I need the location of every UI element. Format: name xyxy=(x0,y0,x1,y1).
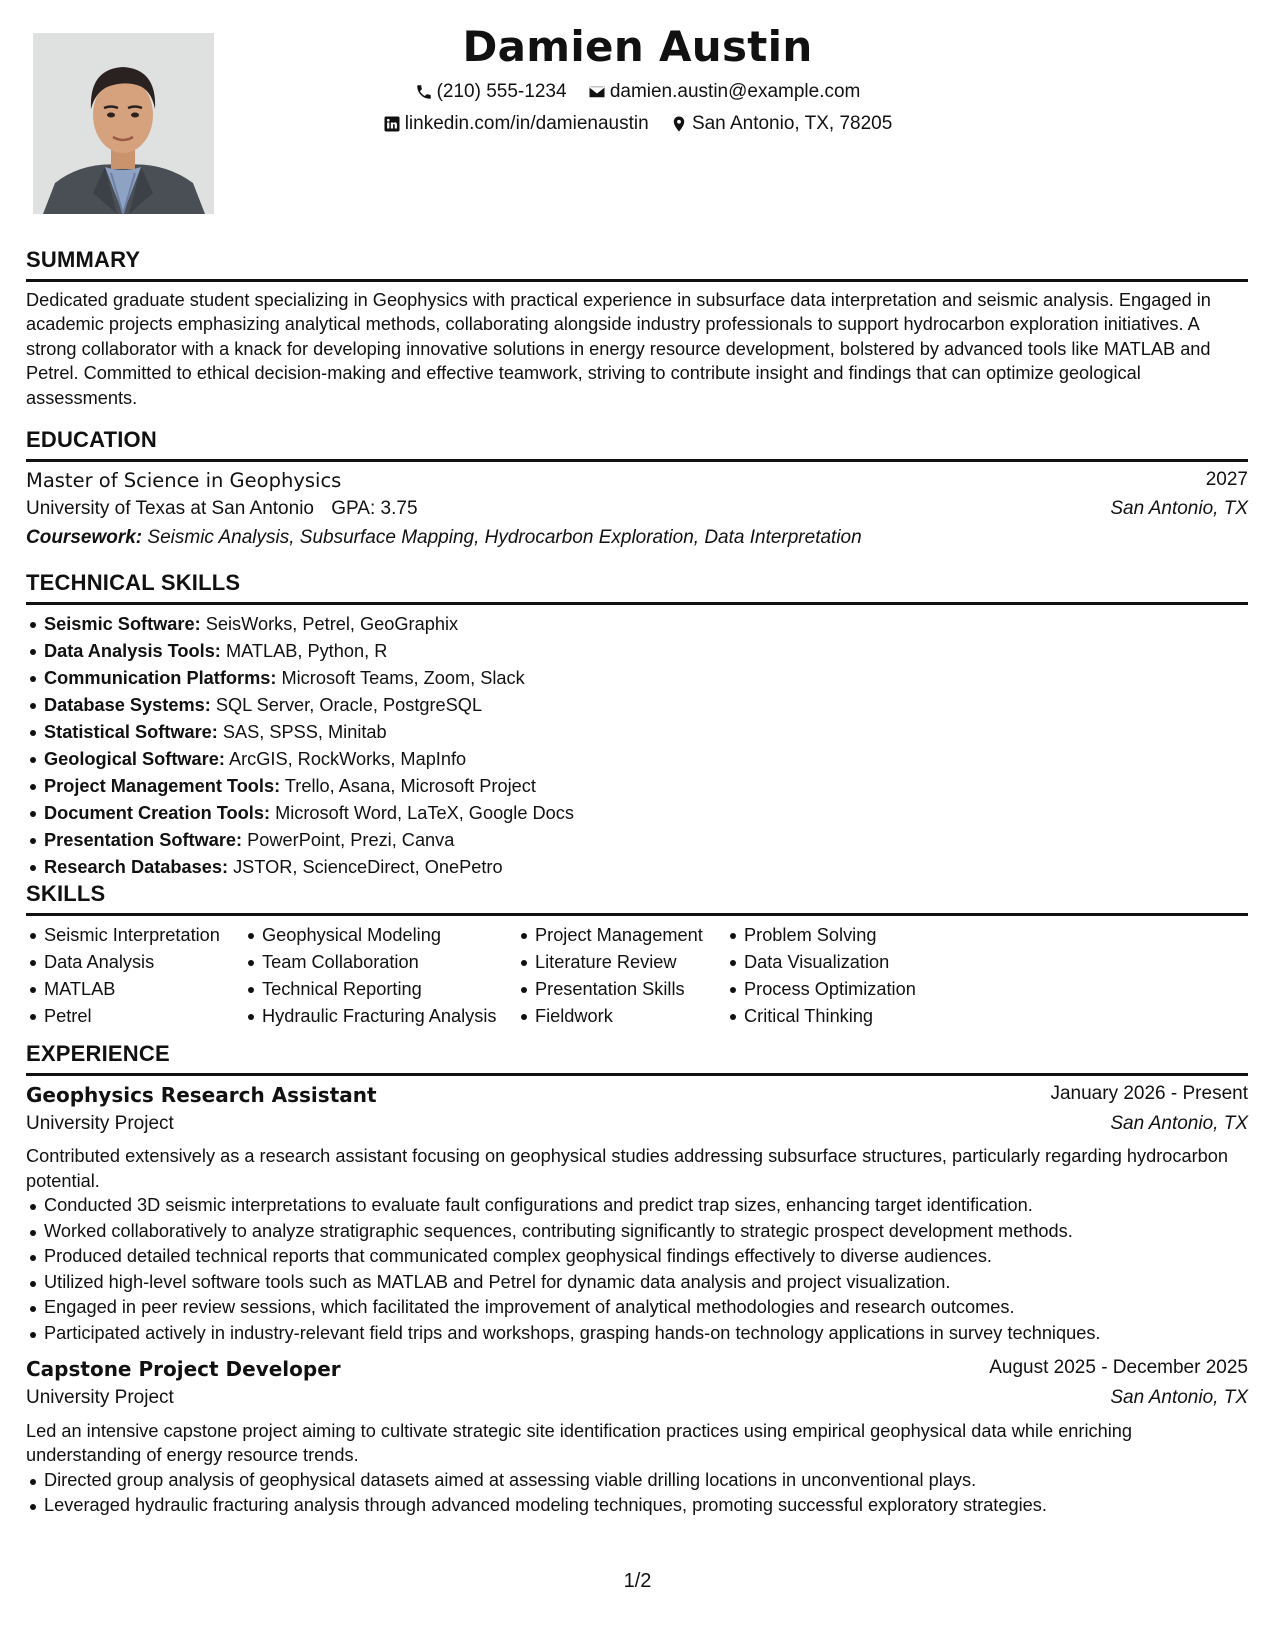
technical-skill-label: Database Systems: xyxy=(44,694,211,715)
education-degree: Master of Science in Geophysics xyxy=(26,468,342,492)
experience-jobs xyxy=(26,1082,1248,1519)
contact-row-2 xyxy=(0,112,1275,141)
education-year: 2027 xyxy=(1205,468,1248,490)
technical-skill-value: Microsoft Teams, Zoom, Slack xyxy=(281,667,525,688)
technical-skill-label: Communication Platforms: xyxy=(44,667,277,688)
skill-item: Hydraulic Fracturing Analysis xyxy=(262,1003,517,1030)
job-entry xyxy=(26,1082,1248,1347)
coursework-label: Coursework: xyxy=(26,526,143,548)
job-bullet: Worked collaboratively to analyze stratigraphic sequences, contributing significantly to strategic prospect development methods. xyxy=(44,1219,1248,1245)
job-summary: Led an intensive capstone project aiming to cultivate strategic site identification practices using empirical geophysical data while enriching understanding of energy resource trends. xyxy=(26,1420,1133,1466)
location-contact xyxy=(670,112,892,137)
skills-column-list xyxy=(726,922,966,1030)
technical-skill-value: ArcGIS, RockWorks, MapInfo xyxy=(228,748,467,769)
education-school-row xyxy=(26,497,1248,522)
skill-item: Data Analysis xyxy=(44,949,244,976)
technical-skill-value: Trello, Asana, Microsoft Project xyxy=(284,775,536,796)
skill-item: Critical Thinking xyxy=(744,1003,966,1030)
summary-title: SUMMARY xyxy=(26,246,1248,282)
job-title-row xyxy=(26,1082,1248,1108)
skill-item: Project Management xyxy=(535,922,726,949)
skill-item: Data Visualization xyxy=(744,949,966,976)
technical-skill-item xyxy=(44,854,1248,881)
linkedin-icon xyxy=(383,115,401,133)
skills-column xyxy=(26,922,244,1030)
technical-skill-value: Microsoft Word, LaTeX, Google Docs xyxy=(275,802,574,823)
summary-section xyxy=(26,246,1248,410)
technical-skill-value: PowerPoint, Prezi, Canva xyxy=(247,829,455,850)
skills-column xyxy=(244,922,517,1030)
job-bullet: Directed group analysis of geophysical datasets aimed at assessing viable drilling locations in unconventional plays. xyxy=(44,1468,1248,1494)
phone-contact[interactable] xyxy=(415,80,567,105)
job-bullets xyxy=(26,1468,1248,1519)
skills-column-list xyxy=(26,922,244,1030)
job-summary: Contributed extensively as a research assistant focusing on geophysical studies addressing subsurface structures, particularly regarding hydrocarbon potential. xyxy=(26,1146,1229,1191)
job-entry xyxy=(26,1356,1248,1519)
summary-text: Dedicated graduate student specializing in Geophysics with practical experience in subsurface data interpretation and seismic analysis. Engaged in academic projects emphasizing analytical methods, collaborating alongside industry professionals to support hydrocarbon exploration initiatives. A strong collaborator with a knack for developing innovative solutions in energy resource development, bolstered by advanced tools like MATLAB and Petrel. Committed to ethical decision-making and effective teamwork, striving to contribute insight and findings that can optimize geological assessments. xyxy=(26,289,1211,408)
technical-skill-item xyxy=(44,692,1248,719)
technical-skill-value: MATLAB, Python, R xyxy=(225,640,388,661)
education-location: San Antonio, TX xyxy=(1110,497,1248,519)
experience-title: EXPERIENCE xyxy=(26,1040,1248,1076)
job-org-row xyxy=(26,1386,1248,1411)
job-org: University Project xyxy=(26,1112,174,1134)
skills-title: SKILLS xyxy=(26,880,1248,916)
education-school: University of Texas at San Antonio xyxy=(26,497,314,519)
job-org: University Project xyxy=(26,1387,174,1409)
skills-column-list xyxy=(244,922,517,1030)
technical-skill-label: Presentation Software: xyxy=(44,829,243,850)
coursework-text: Seismic Analysis, Subsurface Mapping, Hydrocarbon Exploration, Data Interpretation xyxy=(147,526,862,548)
job-bullet: Engaged in peer review sessions, which facilitated the improvement of analytical methodologies and research outcomes. xyxy=(44,1295,1248,1321)
technical-skill-label: Document Creation Tools: xyxy=(44,802,271,823)
education-title: EDUCATION xyxy=(26,426,1248,462)
skill-item: Seismic Interpretation xyxy=(44,922,244,949)
skills-column xyxy=(726,922,966,1030)
skill-item: MATLAB xyxy=(44,976,244,1003)
education-gpa: GPA: 3.75 xyxy=(331,497,418,519)
technical-skill-value: SQL Server, Oracle, PostgreSQL xyxy=(215,694,483,715)
technical-skill-item xyxy=(44,746,1248,773)
technical-skill-item xyxy=(44,827,1248,854)
job-bullets xyxy=(26,1193,1248,1346)
technical-skill-value: JSTOR, ScienceDirect, OnePetro xyxy=(233,856,503,877)
location-text: San Antonio, TX, 78205 xyxy=(691,113,893,134)
linkedin-contact[interactable] xyxy=(383,112,649,137)
technical-skill-item xyxy=(44,719,1248,746)
experience-section xyxy=(26,1040,1248,1519)
job-role: Capstone Project Developer xyxy=(26,1357,341,1382)
technical-skill-label: Seismic Software: xyxy=(44,613,201,634)
technical-skills-section xyxy=(26,569,1248,881)
job-bullet: Conducted 3D seismic interpretations to evaluate fault configurations and predict trap sizes, enhancing target identification. xyxy=(44,1193,1248,1219)
location-pin-icon xyxy=(670,115,688,133)
job-bullet: Produced detailed technical reports that communicated complex geophysical findings effectively to diverse audiences. xyxy=(44,1244,1248,1270)
job-role: Geophysics Research Assistant xyxy=(26,1082,377,1107)
education-degree-row xyxy=(26,468,1248,493)
job-dates: January 2026 - Present xyxy=(1050,1082,1248,1104)
skill-item: Presentation Skills xyxy=(535,976,726,1003)
skill-item: Team Collaboration xyxy=(262,949,517,976)
technical-skill-item xyxy=(44,773,1248,800)
email-contact[interactable] xyxy=(588,80,861,105)
technical-skill-item xyxy=(44,638,1248,665)
email-icon xyxy=(588,83,606,101)
technical-skills-list xyxy=(26,611,1248,881)
education-school-wrap xyxy=(26,497,418,522)
phone-text: (210) 555-1234 xyxy=(436,81,567,102)
job-org-row xyxy=(26,1112,1248,1137)
skill-item: Fieldwork xyxy=(535,1003,726,1030)
technical-skill-label: Project Management Tools: xyxy=(44,775,281,796)
technical-skill-value: SAS, SPSS, Minitab xyxy=(222,721,387,742)
job-bullet: Participated actively in industry-relevant field trips and workshops, grasping hands-on technology applications in survey techniques. xyxy=(44,1321,1248,1347)
technical-skills-title: TECHNICAL SKILLS xyxy=(26,569,1248,605)
skills-section xyxy=(26,880,1248,1030)
candidate-name: Damien Austin xyxy=(462,22,813,71)
job-location: San Antonio, TX xyxy=(1110,1387,1248,1409)
technical-skill-label: Data Analysis Tools: xyxy=(44,640,221,661)
skills-column-list xyxy=(517,922,726,1030)
job-bullet: Utilized high-level software tools such as MATLAB and Petrel for dynamic data analysis and project visualization. xyxy=(44,1270,1248,1296)
page-number: 1/2 xyxy=(623,1570,652,1592)
job-bullet: Leveraged hydraulic fracturing analysis through advanced modeling techniques, promoting successful exploratory strategies. xyxy=(44,1493,1248,1519)
skill-item: Geophysical Modeling xyxy=(262,922,517,949)
contact-row-1 xyxy=(0,80,1275,109)
job-title-row xyxy=(26,1356,1248,1382)
linkedin-text: linkedin.com/in/damienaustin xyxy=(404,113,649,134)
skill-item: Technical Reporting xyxy=(262,976,517,1003)
job-location: San Antonio, TX xyxy=(1110,1112,1248,1134)
skills-column xyxy=(517,922,726,1030)
technical-skill-item xyxy=(44,611,1248,638)
education-coursework xyxy=(26,526,1248,551)
phone-icon xyxy=(415,83,433,101)
technical-skill-label: Statistical Software: xyxy=(44,721,218,742)
technical-skill-item xyxy=(44,800,1248,827)
email-text: damien.austin@example.com xyxy=(609,81,861,102)
job-dates: August 2025 - December 2025 xyxy=(989,1357,1248,1379)
technical-skill-label: Research Databases: xyxy=(44,856,228,877)
education-section xyxy=(26,426,1248,550)
technical-skill-item xyxy=(44,665,1248,692)
skills-columns xyxy=(26,922,1248,1030)
skill-item: Petrel xyxy=(44,1003,244,1030)
skill-item: Process Optimization xyxy=(744,976,966,1003)
technical-skill-label: Geological Software: xyxy=(44,748,225,769)
skill-item: Literature Review xyxy=(535,949,726,976)
skill-item: Problem Solving xyxy=(744,922,966,949)
technical-skill-value: SeisWorks, Petrel, GeoGraphix xyxy=(205,613,459,634)
